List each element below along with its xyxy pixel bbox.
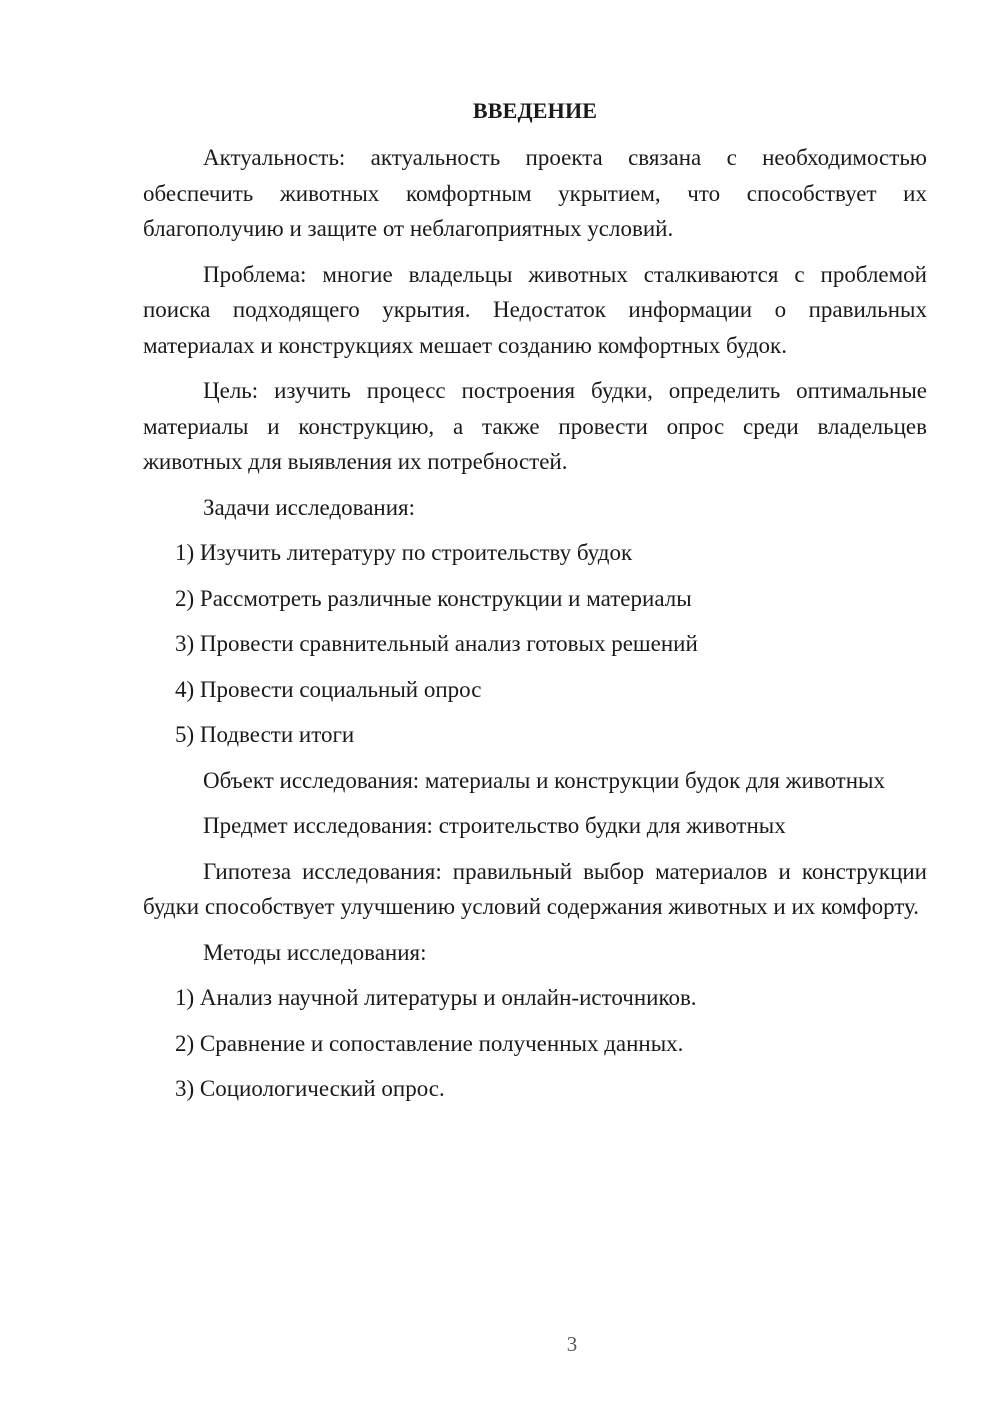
page-number: 3 bbox=[566, 1332, 578, 1356]
problem-paragraph: Проблема: многие владельцы животных сталкиваются с проблемой поиска подходящего укрытия. Недостаток информации о правильных материалах и конструкциях мешает созданию комфортных будок. bbox=[143, 261, 927, 358]
task-item: 5) Подвести итоги bbox=[175, 722, 355, 747]
page-content bbox=[143, 94, 927, 1117]
section-title: ВВЕДЕНИЕ bbox=[472, 98, 598, 123]
object-paragraph: Объект исследования: материалы и конструкции будок для животных bbox=[203, 767, 885, 793]
task-item: 2) Рассмотреть различные конструкции и материалы bbox=[175, 585, 692, 611]
tasks-heading: Задачи исследования: bbox=[203, 494, 416, 520]
relevance-paragraph: Актуальность: актуальность проекта связана с необходимостью обеспечить животных комфортным укрытием, что способствует их благополучию и защите от неблагоприятных условий. bbox=[143, 145, 927, 241]
task-item: 4) Провести социальный опрос bbox=[175, 676, 482, 702]
goal-paragraph: Цель: изучить процесс построения будки, определить оптимальные материалы и конструкцию, а также провести опрос среди владельцев животных для выявления их потребностей. bbox=[143, 378, 927, 474]
task-item: 3) Провести сравнительный анализ готовых решений bbox=[175, 631, 698, 656]
method-item: 3) Социологический опрос. bbox=[175, 1076, 445, 1101]
methods-heading: Методы исследования: bbox=[203, 939, 427, 965]
subject-paragraph: Предмет исследования: строительство будки для животных bbox=[203, 813, 786, 838]
hypothesis-paragraph: Гипотеза исследования: правильный выбор материалов и конструкции будки способствует улучшению условий содержания животных и их комфорту. bbox=[143, 858, 927, 919]
method-item: 1) Анализ научной литературы и онлайн-источников. bbox=[175, 985, 697, 1010]
task-item: 1) Изучить литературу по строительству будок bbox=[175, 540, 633, 565]
method-item: 2) Сравнение и сопоставление полученных данных. bbox=[175, 1030, 684, 1056]
